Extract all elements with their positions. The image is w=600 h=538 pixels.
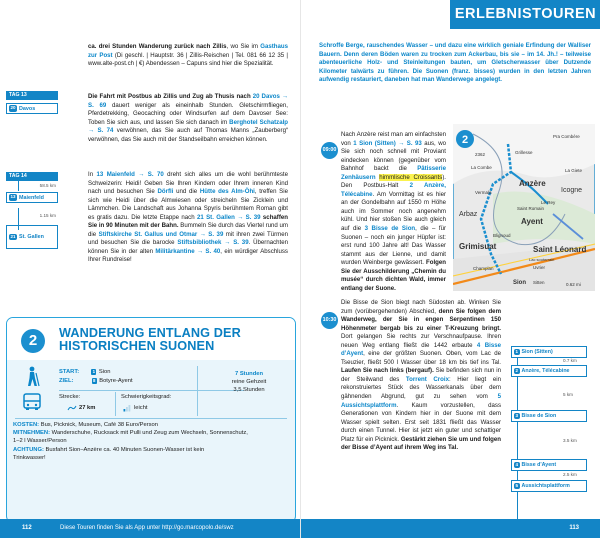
text-run: , ein würdiger Abschluss Ihrer Rundreise! [88,247,288,264]
text-run: . Am Vormittag ist es hier an der Gondelbahn auf 1550 m Höhe auch im Sommer noch angenehm kühl. Und hier stoßen Sie auch gleich auf die [341,190,446,233]
text-run: Nach Anzère reist man am einfachsten von [341,131,446,147]
distance-label: 58.5 km [39,183,56,188]
tour-header [7,318,295,360]
paragraph-sion [341,131,446,293]
right-page [300,0,600,538]
text-run: denn Sie folgen dem Wanderweg, der Sie in engen Serpentinen 150 Höhenmeter bergab bis zu einer T-Kreuzung bringt. [341,307,501,332]
text-run: mit ihren zwei Türmen und besuchen Sie die barocke [88,230,288,247]
text-run: 2 Anzère, Télécabine [341,182,447,198]
text-run: 20 Davos → S. 69 [88,93,288,109]
stop-name: Maienfeld [19,194,44,201]
text-run: Dort gelangen Sie rechts zur Verschnaufpause. Ihren neuen Weg entlang fließt die 1442 erbaute [341,333,501,349]
text-run: (Di geschl. | Hauptstr. 36 | Zillis-Reischen | Tel. 081 66 12 35 | www.alte-post.ch | €) Abendessen – Capuns sind hier die Spezialität. [88,51,288,68]
distance-label: 0.7 km [563,358,577,363]
text-run: 1 Sion (Sitten) → S. 93 [353,139,422,147]
ziel-value: Botyre-Ayent [99,378,133,384]
map-scale: 0.62 mi [566,282,581,287]
svg-text:Pra Combère: Pra Combère [553,134,580,139]
text-run: aus, wo Sie sich noch schnell mit Proviant eindecken können (gegenüber vom Bahnhof backt die [341,139,446,173]
text-run: In [88,171,97,178]
difficulty-icon [123,404,131,412]
costs-label: KOSTEN: [13,422,40,428]
text-run: . Übernachten können Sie in der alten [88,239,289,255]
stop-name: St. Gallen [19,234,44,240]
stop-number: 1 [515,348,519,354]
text-run: , die – für Suonen – noch ein junger Hüpfer ist: erst rund 100 Jahre alt! Das Wasser stammt aus der Lienne, und damit wurden Weinberge gewässert. [341,225,447,267]
text-run: Hütte des Alm-Öhi [199,188,255,196]
tour-ziel [59,377,133,385]
day-14-heading: TAG 14 [6,172,58,181]
text-run: , wo Sie im [226,43,261,50]
distance-label: 1.15 km [39,213,56,218]
tour-title-line1: WANDERUNG ENTLANG DER [59,326,241,340]
stop-sion[interactable] [511,346,587,358]
svg-text:La Combe: La Combe [471,165,492,170]
warning-label: ACHTUNG: [13,447,44,453]
route-map [453,124,595,291]
svg-text:Lac souterrain: Lac souterrain [529,257,555,262]
svg-text:Saint Léonard: Saint Léonard [533,245,587,254]
difficulty-value: leicht [134,405,148,411]
stop-name: Davos [19,105,36,112]
stop-name: Bisse d'Ayent [521,462,557,468]
svg-text:Grillesse: Grillesse [515,150,533,155]
stop-number: 21 [10,233,16,239]
svg-text:Icogne: Icogne [561,187,583,194]
text-run: Berghotel Schatzalp → S. 74 [88,118,289,135]
map-number: 2 [461,134,469,146]
stop-number: 20 [10,105,16,111]
text-run: verwöhnen, das Sie auch auf Thomas Manns „Zauberberg“ verwöhnen, das Sie auch mit der Standseilbahn erreichen können. [88,127,288,143]
text-run: Folgen Sie der Ausschilderung „Chemin du musée“ durch dichten Wald, immer entlang der Suone. [341,259,446,292]
text-run: Stiftskirche St. Gallus und Otmar → S. 39 [98,230,224,238]
section-header: ERLEBNISTOUREN [450,0,600,29]
text-run: dauert weniger als eineinhalb Stunden. Gletschirmfliegen, Pferdetrekking, Geocaching oder Windsurfen auf dem Davoser See: Toben Sie sich aus, und lassen Sie sich danach im [88,101,288,126]
stop-davos[interactable] [6,103,58,114]
distance-label: 3.5 km [563,438,577,443]
footer-right [301,519,600,538]
intro-paragraph [319,42,591,85]
text-run: Bummeln Sie durch das Viertel rund um die [88,222,288,238]
tour-costs [13,421,283,429]
bring-label: MITNEHMEN: [13,430,51,436]
distance-label: 5 km [563,392,573,397]
page-number: 112 [22,525,32,531]
stop-number: 5 [515,482,519,488]
text-run: himmlische Croissants [379,173,443,181]
text-run: Sie befinden sich nun in der Steilwand des [341,367,501,383]
tour-bring [13,429,253,445]
text-run: und die [173,188,200,196]
hiker-icon [21,366,43,388]
day-14-tag [6,172,58,249]
svg-text:Champlan: Champlan [473,266,494,271]
tour-title-line2: HISTORISCHEN SUONEN [59,339,215,353]
text-run: Stiftsbibliothek → S. 39 [177,239,249,247]
svg-text:Sion: Sion [513,280,526,286]
tour-strecke-label: Strecke: [59,394,81,400]
text-run: 5 Aussichtsplattform [341,393,501,409]
text-run: dreht sich alles um die wohl berühmteste Schweizerin: Heidi! Geben Sie Ihren Kindern oder Ihrem inneren Kind nach und besuchen Sie [88,171,288,196]
tour-strecke [67,404,95,412]
stop-anzere[interactable] [511,365,587,377]
paragraph-maienfeld [88,171,288,265]
day-13-heading: TAG 13 [6,91,58,100]
text-run: ). Den Postbus-Halt [341,173,446,190]
svg-text:Grimisuat: Grimisuat [459,242,497,251]
tour-info-box [6,317,296,523]
stop-number: 4 [515,461,519,467]
time-marker-0900: 09:00 [321,142,338,159]
stop-number: 3 [515,412,519,418]
footer-link[interactable]: Diese Touren finden Sie als App unter http://go.marcopolo.de/swz [60,525,234,531]
tour-difficulty-label: Schwierigkeitsgrad: [121,394,172,400]
tour-difficulty [123,404,148,412]
text-run: , treffen Sie sich wie Heidi über die Almwiesen oder streicheln Sie Zicklein und Lämmchen. Die Landschaft aus Johanna Spyris berühmtem Roman gibt es gratis dazu. Die letzte Etappe nach [88,188,288,221]
svg-text:Saint Romain: Saint Romain [517,206,545,211]
svg-text:La Giete: La Giete [565,168,583,173]
ziel-badge: 8 [92,378,96,383]
text-run: Gasthaus zur Post [88,43,288,59]
text-run: 4 Bisse d’Ayent [341,341,501,358]
paragraph-gasthaus [88,43,288,69]
text-run: Gestärkt ziehen Sie um und folgen der Bisse d’Ayent auf ihrem Weg ins Tal. [341,435,501,452]
text-run: : Hier liegt ein rekonstruiertes Stück des Wasserkanals über dem gähnenden Abgrund, gut zu sehen vom [341,375,501,401]
text-run: ca. drei Stunden Wanderung zurück nach Zillis [88,43,227,50]
walk-icon [67,405,77,411]
text-run: Laufen Sie nach links (bergauf). [341,367,434,375]
svg-text:Sitten: Sitten [533,280,545,285]
stop-bisse-de-sion[interactable] [511,410,587,422]
text-run: Schroffe Berge, rauschendes Wasser – und dazu eine wirklich geniale Erfindung der Walliser Bauern. Denn deren Böden waren zu trocken zum Ackerbau, bis sie – im 14. Jh.! – teilweise abenteuerliche Holz- und Steinleitungen bauten, um Gletscherwasser über Dutzende Kilometer talwärts zu führen. Die Suonen (franz. bisses) wurden in den letzten Jahren aufwendig restauriert, daneben hat man Wanderwege angelegt. [319,42,591,84]
costs-value: Bus, Picknick, Museum, Café 38 Euro/Person [39,422,158,428]
text-run: Militärkantine → S. 40 [155,247,221,255]
paragraph-bisse [341,299,501,453]
duration-walk: 3,5 Stunden [233,387,265,393]
bring-value: Wanderschuhe, Rucksack mit Pulli und Zeug zum Wechseln, Sonnenschutz, 1–2 l Wasser/Person [13,430,248,444]
stop-bisse-dayent[interactable] [511,459,587,471]
time-marker-1030: 10:30 [321,312,338,329]
paragraph-davos [88,93,288,144]
stop-aussichtsplattform[interactable] [511,480,587,492]
tour-warning [13,446,213,462]
svg-text:Ayent: Ayent [521,217,543,226]
strecke-value: 27 km [79,405,96,411]
stop-name: Anzère, Télécabine [521,368,570,374]
duration-total: 7 Stunden [234,371,264,377]
text-run: Pâtisserie Zenhäusern [341,165,446,181]
stop-name: Aussichtsplattform [521,483,570,489]
footer-left [0,519,300,538]
ziel-label: ZIEL: [59,378,74,384]
start-value: Sion [98,369,111,375]
tour-title [59,327,241,353]
page-number: 113 [569,525,579,531]
day-13-tag [6,91,58,114]
distance-label: 2.5 km [563,472,577,477]
tour-start [59,368,111,376]
stop-number: 13 [10,194,16,200]
svg-text:Uvrier: Uvrier [533,265,545,270]
stop-name: Bisse de Sion [521,413,557,419]
svg-text:2362: 2362 [475,152,486,157]
text-run: schaffen Sie in 90 Minuten mit der Bahn. [88,213,288,230]
stop-number: 2 [515,367,519,373]
text-run: 13 Maienfeld → S. 70 [96,171,164,178]
tour-duration [209,370,289,394]
bus-icon [21,391,43,413]
text-run: Torrent Croix [405,375,449,383]
svg-text:Arbaz: Arbaz [459,211,478,218]
duration-label: reine Gehzeit [231,379,267,385]
stop-name: Sion (Sitten) [521,349,553,355]
svg-text:Blignoud: Blignoud [493,233,511,238]
svg-text:Anzère: Anzère [519,179,546,188]
text-run: Die Fahrt mit Postbus ab Zillis und Zug ab Thusis nach [88,93,253,100]
text-run: Dörfli [157,188,174,196]
warning-value: Busfahrt Sion–Anzère ca. 40 Minuten Suonen-Wasser ist kein Trinkwasser! [13,447,205,461]
stop-st-gallen[interactable] [6,225,58,249]
text-run: 3 Bisse de Sion [364,225,416,233]
svg-text:Vermala: Vermala [475,190,492,195]
text-run: Die Bisse de Sion biegt nach Südosten ab. Winken Sie zum (vorübergehenden) Abschied, [341,299,501,315]
svg-text:Le Rey: Le Rey [541,200,556,205]
start-badge: 1 [92,369,96,374]
text-run: . Kaum vorzustellen, dass Generationen von Kindern hier in der Suone mit dem Wasser spielt selten. Erst seit 1831 fließt das Wasser durch einen Tunnel. Hier ist jetzt ein guter und schattiger Platz für ein Picknick. [341,401,501,443]
stop-maienfeld[interactable] [6,192,58,203]
text-run: , eine der größten Suonen. Oben, vom Lac de Tseuzier, fließt 500 l Wasser über 18 km bis tief ins Tal. [341,350,501,366]
start-label: START: [59,369,80,375]
text-run: 21 St. Gallen → S. 39 [196,213,261,221]
tour-number: 2 [21,329,45,353]
